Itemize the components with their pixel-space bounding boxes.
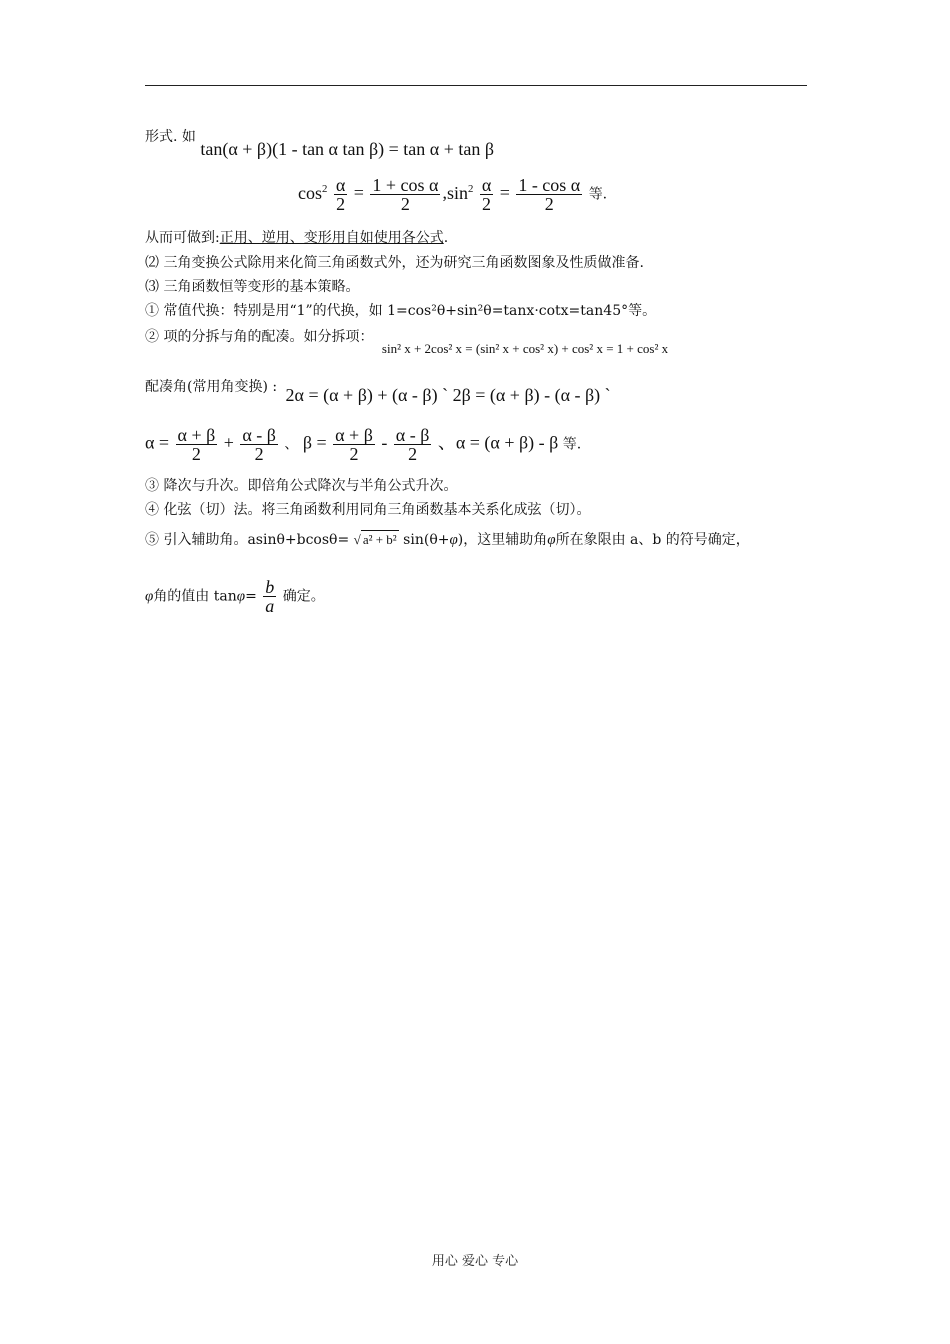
- fraction-sum-over-2: $\frac{\alpha + \beta}{2}$: [177, 425, 216, 464]
- underlined-phrase: 正用、逆用、变形用自如使用各公式: [219, 230, 444, 246]
- text-line-12: ⑤ 引入辅助角。asinθ+bcosθ= √ a² + b² sin(θ+φ)，这里辅助角φ所在象限由 a、b 的符号确定，: [145, 532, 750, 548]
- text-line-5: ⑶ 三角函数恒等变形的基本策略。: [145, 279, 360, 295]
- fraction-b-over-a: $\frac{b}{a}$: [265, 577, 275, 616]
- fraction-diff-over-2: $\frac{\alpha - \beta}{2}$: [242, 425, 276, 464]
- text-line-13: φ角的值由 tanφ= $\frac{b}{a}$ 确定。: [145, 577, 325, 616]
- line-label: 形式. 如: [145, 129, 196, 145]
- text-line-11: ④ 化弦（切）法。将三角函数利用同角三角函数基本关系化成弦（切）。: [145, 502, 591, 518]
- half-angle-formulas: $\cos^2$ $\frac{\alpha}{2}$ = $\frac{\text{1 + cos α}}{2}$ $,\sin^2$ $\frac{\alpha}{2}$ = $\frac{\text{1 - cos α}}{2}$ 等.: [298, 175, 608, 214]
- fraction-1-plus-cos: $\frac{\text{1 + cos α}}{2}$: [372, 175, 439, 214]
- text-line-6: ① 常值代换：特别是用“1”的代换，如 1=cos²θ+sin²θ=tanx·cotx=tan45°等。: [145, 303, 657, 319]
- page-footer: 用心 爱心 专心: [431, 1254, 519, 1269]
- text-line-4: ⑵ 三角变换公式除用来化简三角函数式外，还为研究三角函数图象及性质做准备.: [145, 255, 644, 271]
- angle-split-formulas: α = $\frac{\alpha + \beta}{2}$ + $\frac{\alpha - \beta}{2}$ 、 β = $\frac{\alpha + \beta}{2}$ - $\frac{\alpha - \beta}{2}$ 、α = (α + β) - β 等.: [145, 425, 582, 464]
- sqrt-expression: √ a² + b²: [353, 532, 397, 547]
- phi-symbol-2: φ: [547, 532, 556, 548]
- fraction-sum-over-2-b: $\frac{\alpha + \beta}{2}$: [335, 425, 373, 464]
- phi-symbol-3: φ: [145, 588, 154, 605]
- text-line-7: ② 项的分拆与角的配凑。如分拆项： sin² x + 2cos² x = (sin² x + cos² x) + cos² x = 1 + cos² x: [145, 329, 669, 356]
- angle-transform-formula: 2α = (α + β) + (α - β) ` 2β = (α + β) - (α - β) `: [285, 385, 611, 405]
- split-term-formula: sin² x + 2cos² x = (sin² x + cos² x) + cos² x = 1 + cos² x: [381, 341, 669, 356]
- equals-sign: =: [353, 182, 364, 203]
- formula-line-1: [145, 128, 495, 159]
- text-line-3: 从而可做到:正用、逆用、变形用自如使用各公式.: [145, 230, 449, 246]
- cos-squared: $\cos^2$: [298, 182, 328, 203]
- phi-symbol: φ: [449, 532, 458, 548]
- text-line-8: 配凑角(常用角变换) : 2α = (α + β) + (α - β) ` 2β = (α + β) - (α - β) `: [145, 379, 611, 405]
- fraction-1-minus-cos: $\frac{\text{1 - cos α}}{2}$: [518, 175, 581, 214]
- sin-squared: $\sin^2$: [446, 182, 474, 203]
- fraction-diff-over-2-b: $\frac{\alpha - \beta}{2}$: [395, 425, 430, 464]
- fraction-alpha-over-2-b: $\frac{\alpha}{2}$: [481, 175, 492, 214]
- text-line-10: ③ 降次与升次。即倍角公式降次与半角公式升次。: [145, 478, 458, 494]
- suffix-text: 等.: [588, 186, 608, 203]
- fraction-alpha-over-2: $\frac{\alpha}{2}$: [335, 175, 346, 214]
- formula-tan-sum: tan(α + β)(1 - tan α tan β) = tan α + tan β: [200, 139, 495, 159]
- header-rule: [145, 85, 807, 86]
